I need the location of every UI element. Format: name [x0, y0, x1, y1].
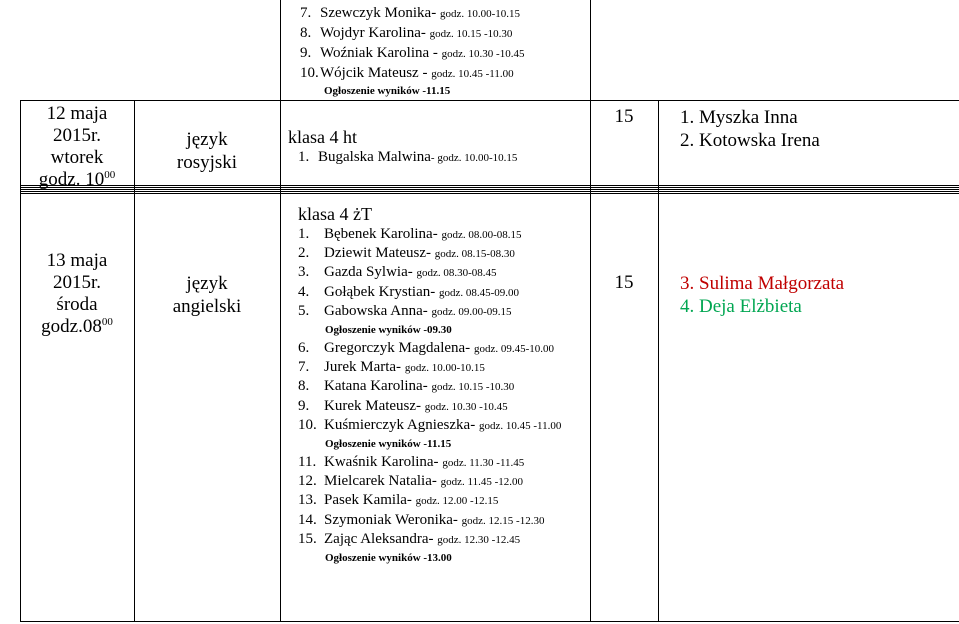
class-title: klasa 4 żT [298, 204, 372, 224]
grid-line [134, 100, 135, 622]
grid-line [20, 193, 959, 194]
subject-russian: język rosyjski [176, 129, 238, 173]
list-item: 8. Wojdyr Karolina- godz. 10.15 -10.30 [300, 25, 513, 41]
grid-line [20, 187, 959, 188]
grid-line [590, 100, 591, 622]
class-4zt [298, 203, 561, 567]
room-1: 15 [614, 106, 634, 127]
class-4ht [288, 126, 517, 168]
list-item: 8. Katana Karolina- godz. 10.15 -10.30 [298, 378, 515, 395]
grid-line [590, 0, 591, 101]
results-announcement: Ogłoszenie wyników -09.30 [325, 324, 452, 337]
date-cell-1: 12 maja 2015r. wtorek godz. $10^{00}$ [38, 103, 116, 190]
examiner: 4. Deja Elżbieta [680, 296, 802, 317]
list-item: 4. Gołąbek Krystian- godz. 08.45-09.00 [298, 283, 520, 300]
list-item: 15. Zając Aleksandra- godz. 12.30 -12.45 [298, 530, 521, 547]
list-item: 13. Pasek Kamila- godz. 12.00 -12.15 [298, 492, 499, 509]
list-item: 1. Bugalska Malwina- godz. 10.00-10.15 [298, 149, 518, 165]
examiner: 3. Sulima Małgorzata [680, 273, 845, 294]
list-item: 1. Bębenek Karolina- godz. 08.00-08.15 [298, 226, 522, 242]
examiner: 2. Kotowska Irena [680, 130, 820, 151]
class-title: klasa 4 ht [288, 127, 357, 147]
examiners-1 [680, 106, 820, 152]
room-2: 15 [614, 272, 634, 293]
grid-line [280, 0, 281, 101]
list-item: 9. Kurek Mateusz- godz. 10.30 -10.45 [298, 397, 508, 414]
list-item: 10.Wójcik Mateusz - godz. 10.45 -11.00 [300, 65, 514, 81]
date-cell-2: 13 maja 2015r. środa $godz.08^{00}$ [41, 250, 113, 337]
grid-line [20, 100, 959, 101]
grid-line [20, 621, 959, 622]
grid-line [20, 191, 959, 192]
results-announcement: Ogłoszenie wyników -11.15 [324, 85, 451, 97]
subject-english: język angielski [172, 273, 242, 317]
grid-line [20, 185, 959, 186]
list-item: 11. Kwaśnik Karolina- godz. 11.30 -11.45 [298, 454, 525, 471]
class-list [298, 225, 561, 567]
list-item: 7. Jurek Marta- godz. 10.00-10.15 [298, 359, 485, 376]
list-item: 7. Szewczyk Monika- godz. 10.00-10.15 [300, 5, 521, 21]
list-item: 14. Szymoniak Weronika- godz. 12.15 -12.30 [298, 511, 545, 528]
list-item: 2. Dziewit Mateusz- godz. 08.15-08.30 [298, 245, 515, 262]
grid-line [20, 189, 959, 190]
examiner: 1. Myszka Inna [680, 107, 798, 128]
list-item: 12. Mielcarek Natalia- godz. 11.45 -12.00 [298, 473, 523, 490]
list-item: 5. Gabowska Anna- godz. 09.00-09.15 [298, 302, 512, 319]
results-announcement: Ogłoszenie wyników -11.15 [325, 438, 452, 451]
list-item: 10. Kuśmierczyk Agnieszka- godz. 10.45 -11.00 [298, 416, 562, 433]
grid-line [658, 100, 659, 622]
list-item: 9. Woźniak Karolina - godz. 10.30 -10.45 [300, 45, 525, 61]
top-list [300, 4, 524, 98]
grid-line [280, 100, 281, 622]
results-announcement: Ogłoszenie wyników -13.00 [325, 552, 452, 565]
list-item: 6. Gregorczyk Magdalena- godz. 09.45-10.00 [298, 340, 554, 357]
examiners-2 [680, 272, 844, 318]
list-item: 3. Gazda Sylwia- godz. 08.30-08.45 [298, 264, 497, 281]
